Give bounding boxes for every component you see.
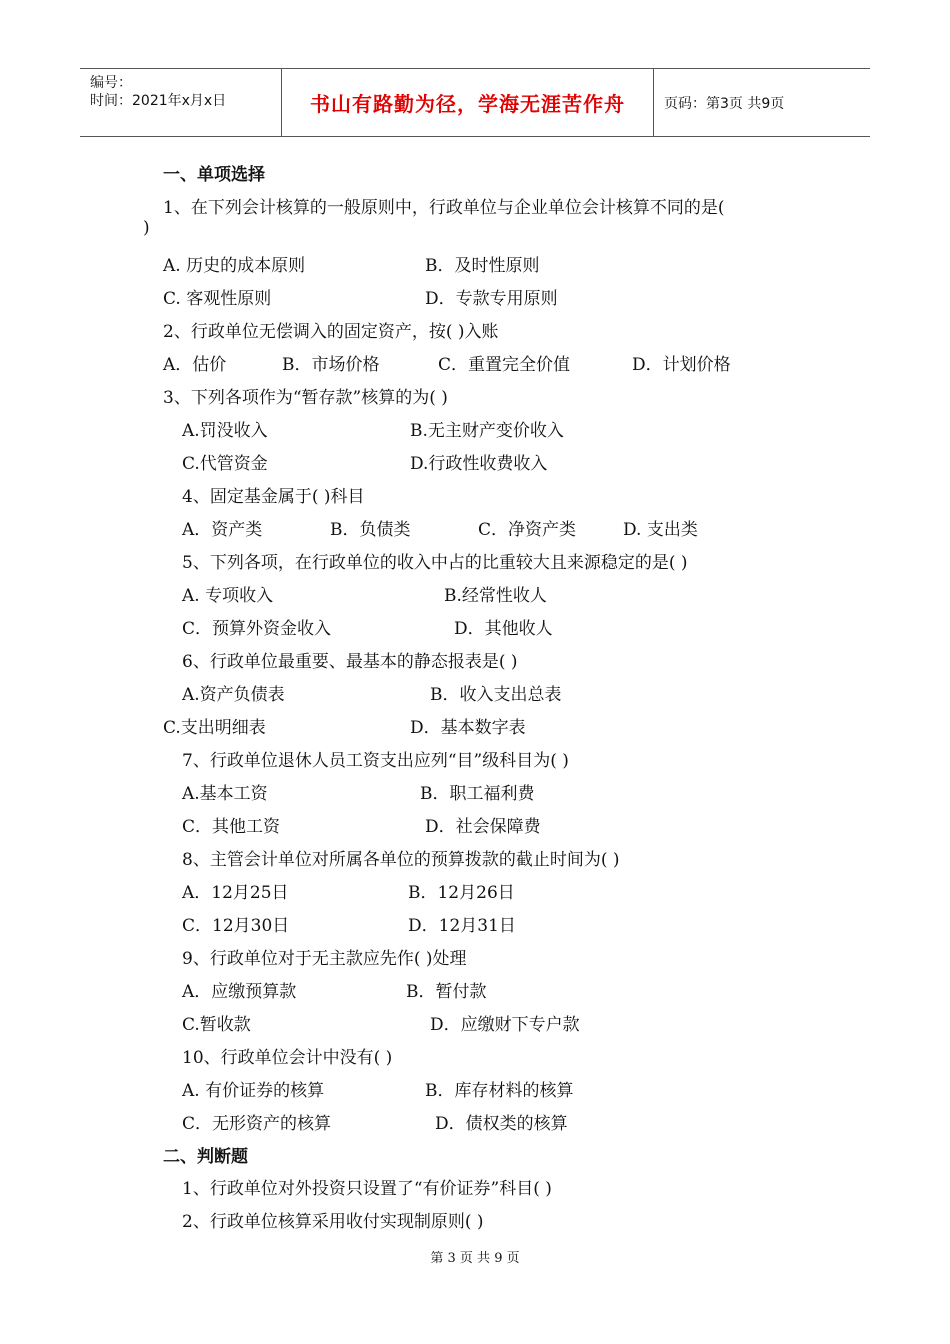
- q6-option-d: D．基本数字表: [410, 718, 526, 738]
- q2-option-a: A．估价: [163, 355, 227, 375]
- q2-option-c: C．重置完全价值: [438, 355, 571, 375]
- header-page-cell: [654, 69, 870, 136]
- q3-option-a: A.罚没收入: [182, 421, 268, 441]
- q7-option-b: B．职工福利费: [420, 784, 535, 804]
- question-3: 3、下列各项作为“暂存款”核算的为( ): [163, 388, 448, 408]
- q5-option-d: D．其他收人: [454, 619, 553, 639]
- q9-option-b: B．暂付款: [406, 982, 487, 1002]
- q10-option-b: B．库存材料的核算: [425, 1081, 574, 1101]
- question-4: 4、固定基金属于( )科目: [182, 487, 365, 507]
- question-7: 7、行政单位退休人员工资支出应列“目”级科目为( ): [182, 751, 569, 771]
- q1-option-d: D．专款专用原则: [425, 289, 558, 309]
- q10-option-d: D．债权类的核算: [435, 1114, 568, 1134]
- section-title-judgment: 二、判断题: [163, 1147, 248, 1167]
- header-info-cell: [80, 69, 282, 136]
- q8-option-b: B．12月26日: [408, 883, 515, 903]
- q3-option-d: D.行政性收费收入: [410, 454, 548, 474]
- q3-option-b: B.无主财产变价收入: [410, 421, 564, 441]
- q2-option-d: D．计划价格: [632, 355, 731, 375]
- q5-option-b: B.经常性收人: [444, 586, 547, 606]
- q6-option-b: B．收入支出总表: [430, 685, 562, 705]
- q7-option-d: D．社会保障费: [425, 817, 541, 837]
- question-10: 10、行政单位会计中没有( ): [182, 1048, 393, 1068]
- question-1-paren: ): [143, 218, 150, 238]
- judgment-1: 1、行政单位对外投资只设置了“有价证券”科目( ): [182, 1179, 552, 1199]
- q4-option-c: C．净资产类: [478, 520, 577, 540]
- q1-option-b: B．及时性原则: [425, 256, 540, 276]
- q7-option-c: C．其他工资: [182, 817, 281, 837]
- q5-option-a: A. 专项收入: [182, 586, 274, 606]
- section-title-single-choice: 一、单项选择: [163, 165, 265, 185]
- question-5: 5、下列各项，在行政单位的收入中占的比重较大且来源稳定的是( ): [182, 553, 688, 573]
- question-1: 1、在下列会计核算的一般原则中，行政单位与企业单位会计核算不同的是(: [163, 198, 725, 218]
- serial-number-label: 编号：: [90, 75, 132, 91]
- q4-option-a: A．资产类: [182, 520, 263, 540]
- question-8: 8、主管会计单位对所属各单位的预算拨款的截止时间为( ): [182, 850, 620, 870]
- q7-option-a: A.基本工资: [182, 784, 268, 804]
- q8-option-d: D．12月31日: [408, 916, 516, 936]
- q10-option-c: C．无形资产的核算: [182, 1114, 332, 1134]
- page-header: [80, 68, 870, 137]
- q1-option-c: C. 客观性原则: [163, 289, 272, 309]
- q4-option-d: D. 支出类: [623, 520, 698, 540]
- q3-option-c: C.代管资金: [182, 454, 268, 474]
- q8-option-c: C．12月30日: [182, 916, 290, 936]
- motto-text: 书山有路勤为径，学海无涯苦作舟: [310, 92, 625, 116]
- question-2: 2、行政单位无偿调入的固定资产，按( )入账: [163, 322, 499, 342]
- q9-option-c: C.暂收款: [182, 1015, 251, 1035]
- q8-option-a: A．12月25日: [182, 883, 289, 903]
- q9-option-a: A．应缴预算款: [182, 982, 297, 1002]
- judgment-2: 2、行政单位核算采用收付实现制原则( ): [182, 1212, 484, 1232]
- q1-option-a: A. 历史的成本原则: [163, 256, 306, 276]
- page-number-label: 页码：第3页 共9页: [664, 95, 785, 112]
- q10-option-a: A. 有价证券的核算: [182, 1081, 325, 1101]
- date-label: 时间：2021年x月x日: [90, 93, 227, 109]
- question-6: 6、行政单位最重要、最基本的静态报表是( ): [182, 652, 518, 672]
- header-motto-cell: [282, 69, 654, 136]
- q9-option-d: D．应缴财下专户款: [430, 1015, 580, 1035]
- question-9: 9、行政单位对于无主款应先作( )处理: [182, 949, 467, 969]
- q4-option-b: B．负债类: [330, 520, 411, 540]
- q5-option-c: C．预算外资金收入: [182, 619, 332, 639]
- page-footer: 第 3 页 共 9 页: [430, 1251, 520, 1266]
- q6-option-a: A.资产负债表: [182, 685, 285, 705]
- q6-option-c: C.支出明细表: [163, 718, 266, 738]
- q2-option-b: B．市场价格: [282, 355, 380, 375]
